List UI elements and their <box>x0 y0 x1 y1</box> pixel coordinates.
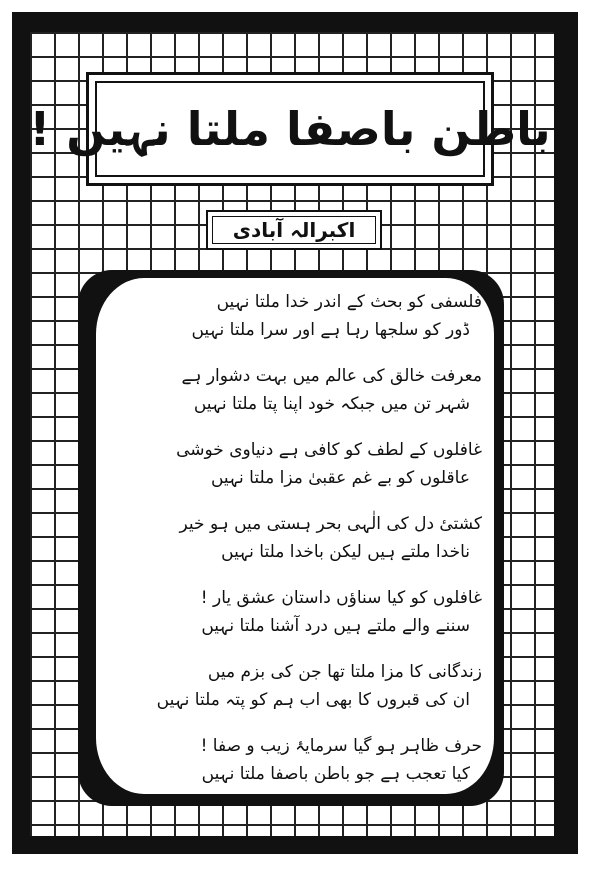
verse-line: کیا تعجب ہے جو باطن باصفا ملتا نہیں <box>201 764 470 784</box>
poem-title: باطن باصفا ملتا نہیں ! <box>29 102 551 156</box>
poem-body <box>108 288 482 806</box>
verse-line: حرف ظاہر ہو گیا سرمایۂ زیب و صفا ! <box>200 736 482 756</box>
couplet <box>108 436 482 492</box>
couplet <box>108 288 482 344</box>
couplet <box>108 584 482 640</box>
verse-line: زندگانی کا مزا ملتا تھا جن کی بزم میں <box>207 662 482 682</box>
verse-line: فلسفی کو بحث کے اندر خدا ملتا نہیں <box>216 292 482 312</box>
title-box <box>29 72 551 186</box>
poet-name: اکبرالہ آبادی <box>232 218 356 242</box>
verse-line: ڈور کو سلجھا رہا ہے اور سرا ملتا نہیں <box>191 320 470 340</box>
verse-line: ناخدا ملتے ہیں لیکن باخدا ملتا نہیں <box>221 542 470 562</box>
author-box <box>206 210 382 250</box>
verse-line: غافلوں کے لطف کو کافی ہے دنیاوی خوشی <box>176 440 482 460</box>
verse-line: شہر تن میں جبکہ خود اپنا پتا ملتا نہیں <box>193 394 470 414</box>
couplet <box>108 658 482 714</box>
verse-line: کشتیٔ دل کی الٰہی بحر ہستی میں ہو خیر <box>179 514 482 534</box>
couplet <box>108 510 482 566</box>
verse-line: عاقلوں کو بے غم عقبیٰ مزا ملتا نہیں <box>210 468 470 488</box>
couplet <box>108 362 482 418</box>
couplet <box>108 732 482 788</box>
verse-line: غافلوں کو کیا سناؤں داستان عشق یار ! <box>200 588 482 608</box>
verse-line: سننے والے ملتے ہیں درد آشنا ملتا نہیں <box>201 616 470 636</box>
verse-line: ان کی قبروں کا بھی اب ہم کو پتہ ملتا نہیں <box>156 690 470 710</box>
verse-line: معرفت خالق کی عالم میں بہت دشوار ہے <box>181 366 482 386</box>
